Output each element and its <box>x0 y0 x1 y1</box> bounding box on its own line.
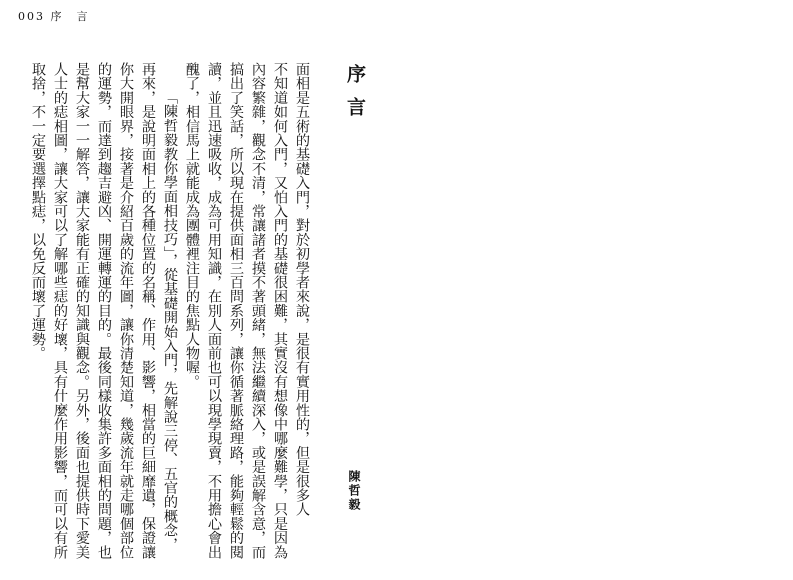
page-number: 003 <box>18 10 45 23</box>
header-label: 序 言 <box>50 10 90 23</box>
author-signature: 陳哲毅 <box>347 470 361 512</box>
page-title: 序言 <box>344 64 366 130</box>
page-header <box>18 8 90 24</box>
text-column: 的運勢，而達到趨吉避凶、開運轉運的目的。最後同樣收集許多面相的問題，也 <box>96 62 112 559</box>
text-column: 醜了，相信馬上就能成為團體裡注目的焦點人物喔。 <box>184 62 200 389</box>
text-column: 取捨，不一定要選擇點痣，以免反而壞了運勢。 <box>30 62 46 361</box>
text-column: 是幫大家一一解答，讓大家能有正確的知識與觀念。另外，後面也提供時下愛美 <box>74 62 90 559</box>
text-column: 人士的痣相圖，讓大家可以了解哪些痣的好壞，具有什麼作用影響，而可以有所 <box>52 62 68 559</box>
text-column: 面相是五術的基礎入門，對於初學者來說，是很有實用性的，但是很多人 <box>294 62 310 517</box>
text-column: 內容繁雜，觀念不清，常讓諸者摸不著頭緒，無法繼續深入，或是誤解含意，而 <box>250 62 266 559</box>
text-column: 「陳哲毅教你學面相技巧」，從基礎開始入門，先解說三停、五官的概念， <box>162 90 178 552</box>
text-column: 搞出了笑話，所以現在提供面相三百問系列，讓你循著脈絡理路，能夠輕鬆的閱 <box>228 62 244 559</box>
text-column: 你大開眼界，接著是介紹百歲的流年圖，讓你清楚知道，幾歲流年就走哪個部位 <box>118 62 134 559</box>
text-column: 讀，並且迅速吸收，成為可用知識，在別人面前也可以現學現賣，不用擔心會出 <box>206 62 222 559</box>
text-column: 再來，是說明面相上的各種位置的名稱、作用、影響，相當的巨細靡遺，保證讓 <box>140 62 156 559</box>
text-column: 不知道如何入門，又怕入門的基礎很困難，其實沒有想像中哪麼難學，只是因為 <box>272 62 288 559</box>
